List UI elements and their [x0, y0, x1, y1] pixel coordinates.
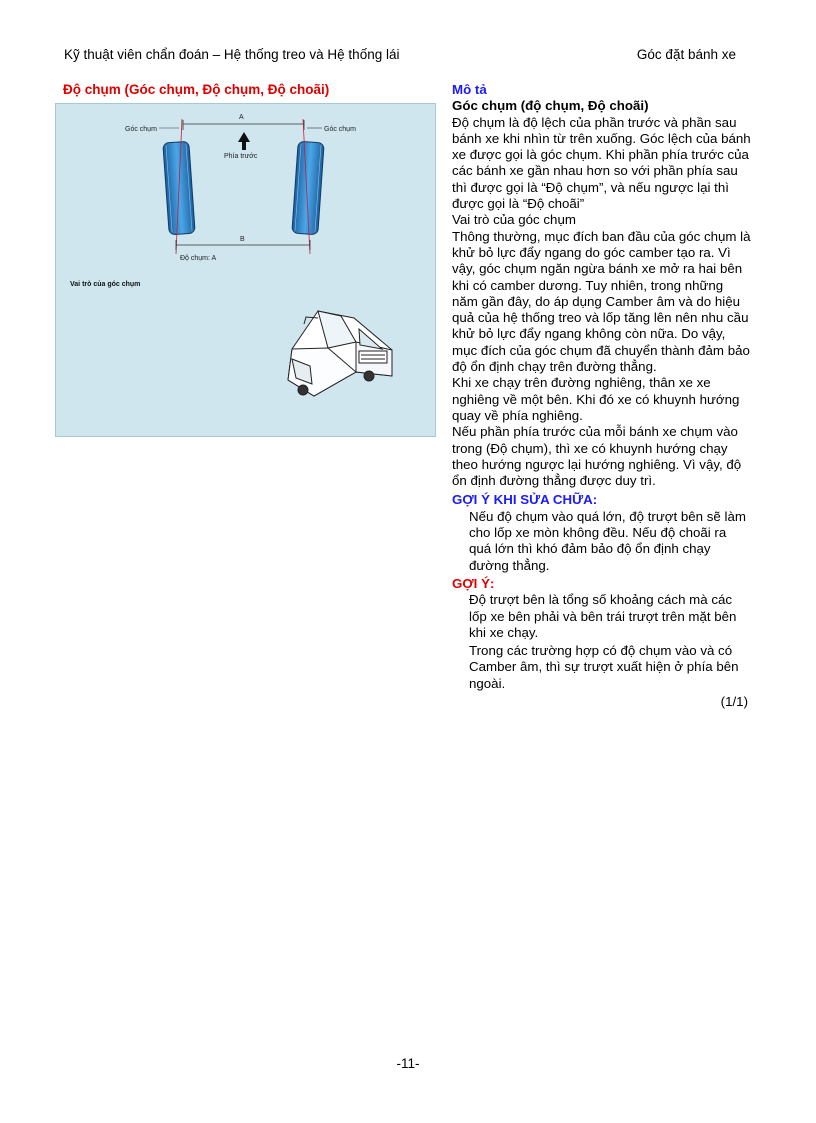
- car-illustration: [288, 311, 392, 396]
- header-section-title: Góc đặt bánh xe: [636, 47, 736, 62]
- section-heading: Mô tả: [452, 82, 487, 97]
- hint-text-camber: Trong các trường hợp có độ chụm vào và có Camber âm, thì sự trượt xuất hiện ở phía bên ngoài.: [469, 643, 739, 691]
- paragraph-slope: Khi xe chạy trên đường nghiêng, thân xe xe nghiêng về một bên. Khi đó xe có khuynh hướng quay về phía nghiêng.: [452, 375, 740, 423]
- repair-hint-text: Nếu độ chụm vào quá lớn, độ trượt bên sẽ làm cho lốp xe mòn không đều. Nếu độ choãi ra quá lớn thì khó đảm bảo độ ổn định chạy đường thẳng.: [469, 508, 746, 573]
- subheading: Góc chụm (độ chụm, Độ choãi): [452, 98, 649, 114]
- repair-hint-heading: GỢI Ý KHI SỬA CHỮA:: [452, 492, 598, 508]
- repair-hint-body: [452, 509, 752, 574]
- label-toe-right: Góc chụm: [324, 126, 356, 133]
- hint-body: [452, 592, 752, 692]
- page-number: -11-: [396, 1056, 420, 1071]
- label-front: Phía trước: [224, 153, 258, 160]
- role-label: Vai trò của góc chụm: [452, 212, 576, 228]
- figure-section-title: Độ chụm (Góc chụm, Độ chụm, Độ choãi): [63, 82, 330, 97]
- toe-diagram: [56, 104, 437, 438]
- figure-caption: Vai trò của góc chụm: [70, 281, 141, 288]
- page-fraction: (1/1): [720, 693, 748, 709]
- hint-heading: GỢI Ý:: [452, 575, 495, 591]
- paragraph-definition: Độ chụm là độ lệch của phần trước và phần sau bánh xe khi nhìn từ trên xuống. Góc lệch của bánh xe được gọi là góc chụm. Khi phần phía trước của các bánh xe gần nhau hơn so với phần phía sau thì được gọi là “Độ chụm”, và nếu ngược lại thì được gọi là “Độ choãi”: [452, 114, 751, 212]
- paragraph-purpose: Thông thường, mục đích ban đầu của góc chụm là khử bỏ lực đẩy ngang do góc camber tạo ra. Vì vậy, góc chụm ngăn ngừa bánh xe mở ra hai bên khi có camber dương. Tuy nhiên, trong những năm gần đây, do áp dụng Camber âm và do hiệu quả của hệ thống treo và lốp tăng lên nên nhu cầu khử bỏ lực đẩy ngang không còn nữa. Do vậy, mục đích của góc chụm đã chuyển thành đảm bảo độ ổn định chạy trên đường thẳng.: [452, 228, 751, 375]
- label-toe-left: Góc chụm: [125, 126, 157, 133]
- label-a: A: [239, 114, 244, 121]
- description-column: [452, 82, 752, 710]
- header-document-title: Kỹ thuật viên chẩn đoán – Hệ thống treo và Hệ thống lái: [64, 47, 400, 62]
- label-b: B: [240, 236, 245, 243]
- paragraph-stability: Nếu phần phía trước của mỗi bánh xe chụm vào trong (Độ chụm), thì xe có khuynh hướng chạy theo hướng ngược lại hướng nghiêng. Vì vậy, độ ổn định đường thẳng được duy trì.: [452, 424, 742, 489]
- label-toe-formula: Độ chụm: A: [180, 255, 217, 262]
- forward-arrow-icon: [238, 132, 250, 150]
- hint-text-side-slip: Độ trượt bên là tổng số khoảng cách mà các lốp xe bên phải và bên trái trượt trên mặt bên khi xe chạy.: [469, 592, 737, 640]
- toe-angle-figure: [55, 103, 436, 437]
